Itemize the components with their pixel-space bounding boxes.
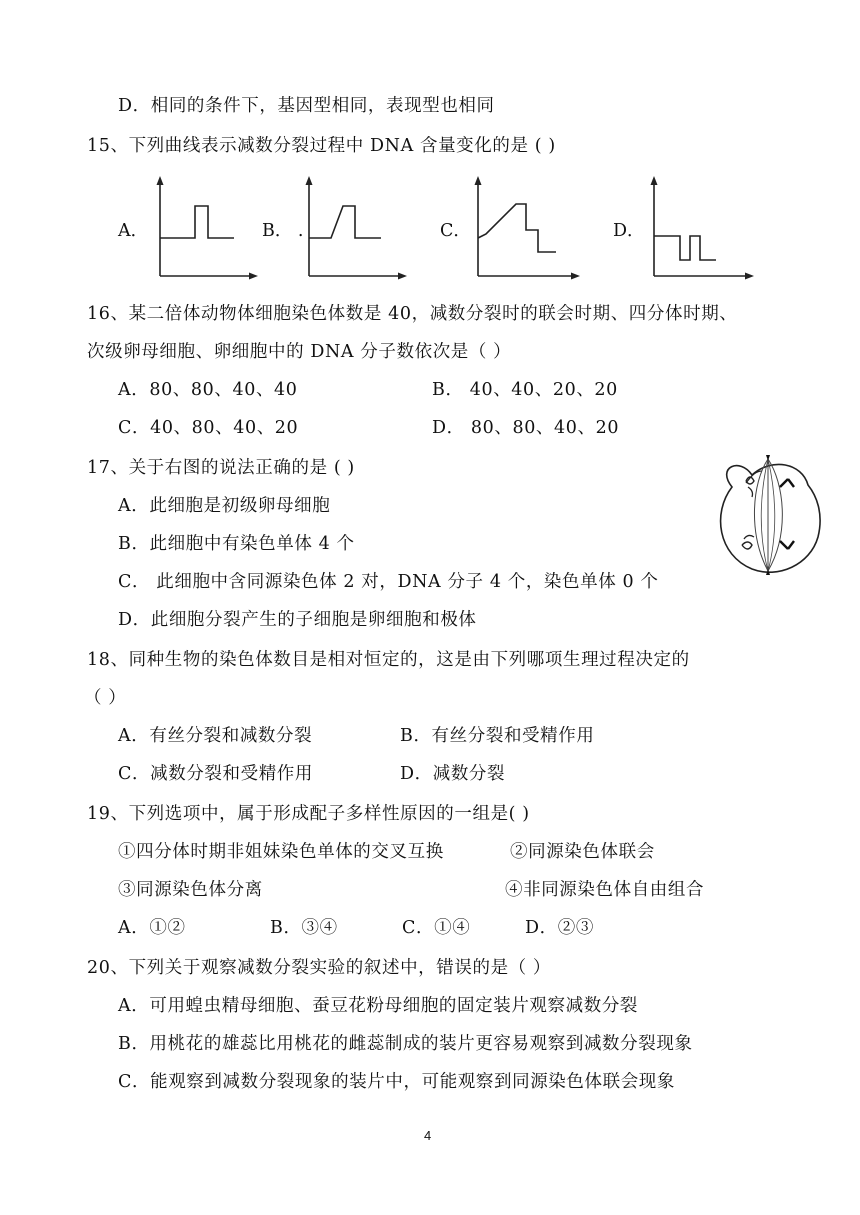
q15-graph-a — [150, 176, 260, 280]
q19-item-4: ④非同源染色体自由组合 — [505, 880, 705, 900]
q15-label-b: B． . — [262, 221, 304, 241]
q17-option-b: B．此细胞中有染色单体 4 个 — [118, 534, 355, 554]
q20-option-b: B．用桃花的雄蕊比用桃花的雌蕊制成的装片更容易观察到减数分裂现象 — [118, 1034, 693, 1054]
q17-cell-diagram — [712, 453, 822, 577]
q15-label-a: A． — [118, 221, 149, 241]
q14-option-d: D．相同的条件下，基因型相同，表现型也相同 — [118, 96, 495, 116]
q16-option-b: B． 40、40、20、20 — [432, 380, 618, 400]
q15-stem: 15、下列曲线表示减数分裂过程中 DNA 含量变化的是 ( ) — [87, 136, 556, 156]
q17-stem: 17、关于右图的说法正确的是 ( ) — [87, 458, 355, 478]
q18-option-d: D．减数分裂 — [400, 764, 506, 784]
q19-item-2: ②同源染色体联会 — [510, 842, 655, 862]
q15-graph-c — [468, 176, 583, 280]
q19-stem: 19、下列选项中，属于形成配子多样性原因的一组是( ) — [87, 804, 530, 824]
page-number: 4 — [424, 1128, 432, 1143]
q20-option-c: C．能观察到减数分裂现象的装片中，可能观察到同源染色体联会现象 — [118, 1072, 675, 1092]
q18-option-a: A．有丝分裂和减数分裂 — [118, 726, 313, 746]
q16-stem-line1: 16、某二倍体动物体细胞染色体数是 40，减数分裂时的联会时期、四分体时期、 — [87, 304, 738, 324]
q19-option-d: D．②③ — [525, 918, 594, 938]
q17-option-d: D．此细胞分裂产生的子细胞是卵细胞和极体 — [118, 610, 477, 630]
q19-item-1: ①四分体时期非姐妹染色单体的交叉互换 — [118, 842, 444, 862]
q15-label-d: D． — [613, 221, 645, 241]
q19-option-b: B．③④ — [270, 918, 338, 938]
q18-stem-line1: 18、同种生物的染色体数目是相对恒定的，这是由下列哪项生理过程决定的 — [87, 650, 690, 670]
q15-graph-d — [644, 176, 756, 280]
q17-option-c: C． 此细胞中含同源染色体 2 对，DNA 分子 4 个，染色单体 0 个 — [118, 572, 659, 592]
q20-stem: 20、下列关于观察减数分裂实验的叙述中，错误的是（ ） — [87, 958, 552, 978]
q16-option-c: C．40、80、40、20 — [118, 418, 299, 438]
q16-option-d: D． 80、80、40、20 — [432, 418, 620, 438]
q18-stem-line2: （ ） — [84, 688, 127, 708]
q19-item-3: ③同源染色体分离 — [118, 880, 263, 900]
q17-option-a: A．此细胞是初级卵母细胞 — [118, 496, 331, 516]
q15-graph-b — [299, 176, 409, 280]
q16-option-a: A．80、80、40、40 — [118, 380, 298, 400]
q19-option-c: C．①④ — [402, 918, 471, 938]
q18-option-c: C．减数分裂和受精作用 — [118, 764, 313, 784]
q16-stem-line2: 次级卵母细胞、卵细胞中的 DNA 分子数依次是（ ） — [87, 342, 512, 362]
q20-option-a: A．可用蝗虫精母细胞、蚕豆花粉母细胞的固定装片观察减数分裂 — [118, 996, 639, 1016]
q18-option-b: B．有丝分裂和受精作用 — [400, 726, 595, 746]
q15-label-c: C． — [440, 221, 471, 241]
q19-option-a: A．①② — [118, 918, 186, 938]
